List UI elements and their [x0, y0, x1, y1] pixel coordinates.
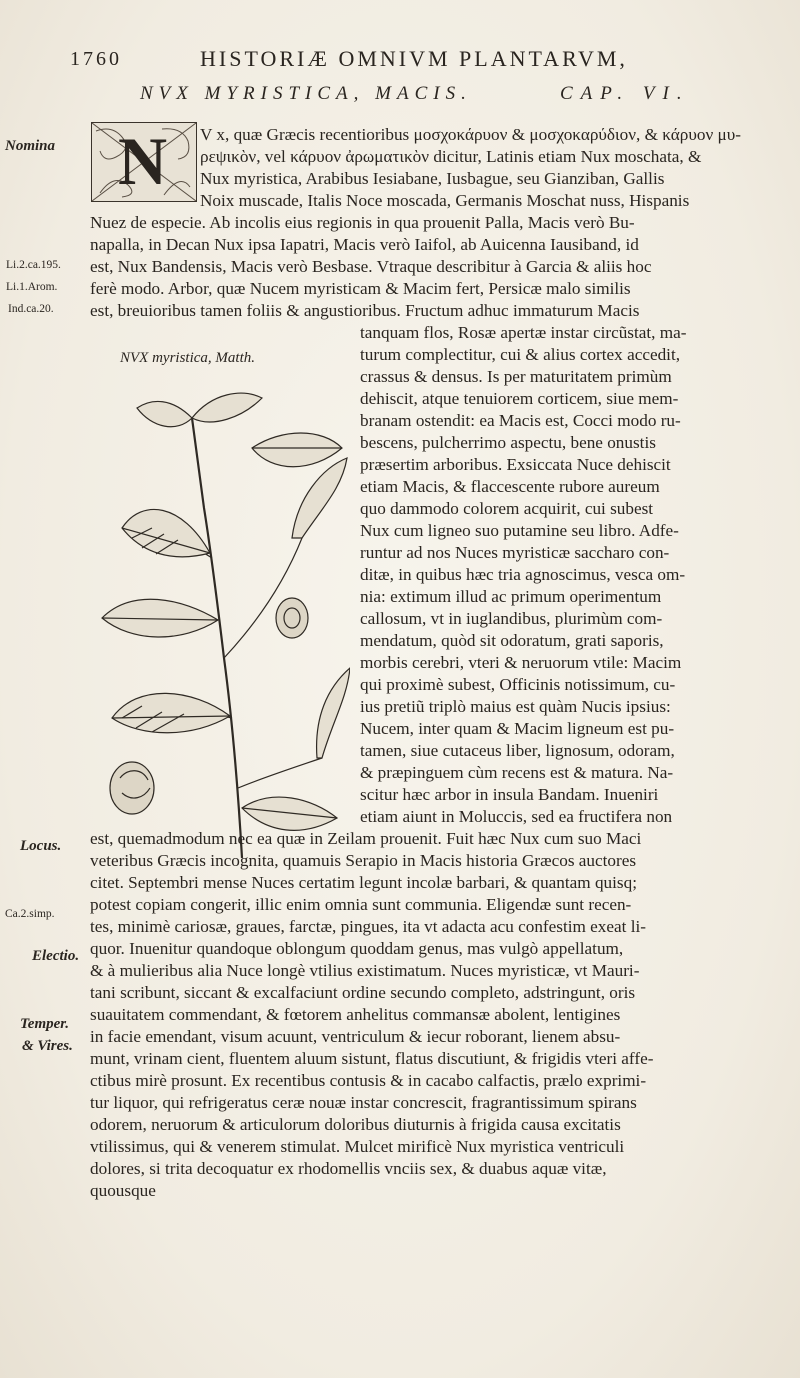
text-line: & à mulieribus alia Nuce longè vtilius existimatum. Nuces myristicæ, vt Mauri- [90, 961, 640, 980]
text-line: in facie emendant, visum acuunt, ventriculum & iecur roborant, lienem absu- [90, 1027, 621, 1046]
text-line: napalla, in Decan Nux ipsa Iapatri, Macis verò Iaifol, ab Auicenna Iausiband, id [90, 235, 639, 254]
margin-ref-2: Li.1.Arom. [6, 281, 58, 293]
text-line: etiam Macis, & flaccescente rubore aureum [360, 477, 660, 496]
text-line: tanquam flos, Rosæ apertæ instar circũstat, ma- [360, 323, 687, 342]
text-line: dolores, si trita decoquatur ex rhodomellis vnciis sex, & duabus aquæ vitæ, [90, 1159, 607, 1178]
margin-note-nomina: Nomina [5, 138, 56, 154]
drop-cap-frame [91, 122, 197, 202]
margin-ref-4: Ca.2.simp. [5, 908, 55, 920]
margin-ref-3: Ind.ca.20. [8, 303, 54, 315]
text-line: tani scribunt, siccant & excalfaciunt ordine secundo completo, adstringunt, oris [90, 983, 636, 1002]
text-line: crassus & densus. Is per maturitatem primùm [360, 367, 672, 386]
text-line: morbis cerebri, vteri & neruorum vtile: Macim [360, 653, 682, 672]
text-line: odorem, neruorum & articulorum doloribus diuturnis à frigida causa excitatis [90, 1115, 621, 1134]
text-line: quo dammodo colorem acquirit, cui subest [360, 499, 654, 518]
chapter-number: CAP. VI. [560, 83, 690, 104]
text-line: nia: extimum illud ac primum operimentum [360, 587, 662, 606]
text-line: tes, minimè cariosæ, graues, farctæ, pingues, ita vt adacta acu confestim exeat li- [90, 917, 647, 936]
margin-note-temper: Temper. [20, 1016, 70, 1032]
text-line: tur liquor, qui refrigeratus ceræ nouæ instar concrescit, fragrantissimum spirans [90, 1093, 637, 1112]
text-line: est, breuioribus tamen foliis & angustioribus. Fructum adhuc immaturum Macis [90, 301, 640, 320]
text-line: branam ostendit: ea Macis est, Cocci modo ru- [360, 411, 681, 430]
text-line: runtur ad nos Nuces myristicæ saccharo con- [360, 543, 670, 562]
text-line: etiam aiunt in Moluccis, sed ea fructifera non [360, 807, 673, 826]
figure-caption: NVX myristica, Matth. [120, 350, 255, 366]
text-line: mendatum, quòd sit odoratum, grati saporis, [360, 631, 664, 650]
margin-note-locus: Locus. [20, 838, 62, 854]
margin-note-vires: & Vires. [22, 1038, 73, 1054]
text-line: scitur hæc arbor in insula Bandam. Inueniri [360, 785, 659, 804]
margin-note-electio: Electio. [32, 948, 80, 964]
text-line: ditæ, in quibus hæc tria agnoscimus, vesca om- [360, 565, 686, 584]
text-line: bescens, pulcherrimo aspectu, bene onustis [360, 433, 656, 452]
text-line: est, Nux Bandensis, Macis verò Besbase. Vtraque describitur à Garcia & aliis hoc [90, 257, 652, 276]
text-line: V x, quæ Græcis recentioribus μοσχοκάρυον & μοσχοκαρύδιον, & κάρυον μυ- [200, 125, 741, 144]
text-line: Noix muscade, Italis Noce moscada, Germanis Moschat nuss, Hispanis [200, 191, 690, 210]
text-line: ctibus mirè prosunt. Ex recentibus contusis & in cacabo calfactis, prælo exprimi- [90, 1071, 647, 1090]
text-line: qui proximè subest, Officinis notissimum, cu- [360, 675, 676, 694]
text-line: dehiscit, atque tenuiorem corticem, siue mem- [360, 389, 679, 408]
running-title: HISTORIÆ OMNIVM PLANTARVM, [200, 46, 628, 71]
text-line: Nux cum ligneo suo putamine seu libro. Adfe- [360, 521, 679, 540]
page-number: 1760 [70, 48, 122, 70]
text-line: & præpinguem cùm recens est & matura. Na- [360, 763, 674, 782]
text-line: suauitatem commendant, & fœtorem anhelitus commansæ abolent, lentigines [90, 1005, 621, 1024]
text-line: ferè modo. Arbor, quæ Nucem myristicam & Macim fert, Persicæ malo similis [90, 279, 631, 298]
text-line: Nuez de especie. Ab incolis eius regionis in qua prouenit Palla, Macis verò Bu- [90, 213, 635, 232]
chapter-title: NVX MYRISTICA, MACIS. [140, 83, 472, 104]
margin-ref-1: Li.2.ca.195. [6, 259, 61, 271]
text-line: tamen, siue cutaceus liber, lignosum, odoram, [360, 741, 675, 760]
text-line: quor. Inuenitur quandoque oblongum quoddam genus, mas vulgò appellatum, [90, 939, 624, 958]
text-line: Nucem, inter quam & Macim ligneum est pu- [360, 719, 675, 738]
drop-cap-letter: N [118, 123, 168, 199]
text-line: citet. Septembri mense Nuces certatim legunt incolæ barbari, & quantam quisq; [90, 873, 637, 892]
text-line: potest copiam congerit, illic enim omnia sunt communia. Eligendæ sunt recen- [90, 895, 632, 914]
nutmeg-plant-illustration [92, 388, 350, 858]
text-line: turum complectitur, cui & alius cortex accedit, [360, 345, 681, 364]
text-line: præsertim arboribus. Exsiccata Nuce dehiscit [360, 455, 671, 474]
text-line: est, quemadmodum nec ea quæ in Zeilam prouenit. Fuit hæc Nux cum suo Maci [90, 829, 642, 848]
text-line: veteribus Græcis incognita, quamuis Serapio in Macis historia Græcos auctores [90, 851, 637, 870]
text-line: quousque [90, 1181, 156, 1200]
text-line: ρεψικὸν, vel κάρυον ἀρωματικὸν dicitur, Latinis etiam Nux moschata, & [200, 147, 702, 166]
text-line: munt, vrinam cient, fluentem aluum sistunt, flatus discutiunt, & frigidis vteri affe- [90, 1049, 654, 1068]
text-line: callosum, vt in iuglandibus, plurimùm com- [360, 609, 663, 628]
text-line: Nux myristica, Arabibus Iesiabane, Iusbague, seu Gianziban, Gallis [200, 169, 665, 188]
text-line: ius pretiũ triplò maius est quàm Nucis ipsius: [360, 697, 671, 716]
text-line: vtilissimus, qui & venerem stimulat. Mulcet mirificè Nux myristica ventriculi [90, 1137, 625, 1156]
